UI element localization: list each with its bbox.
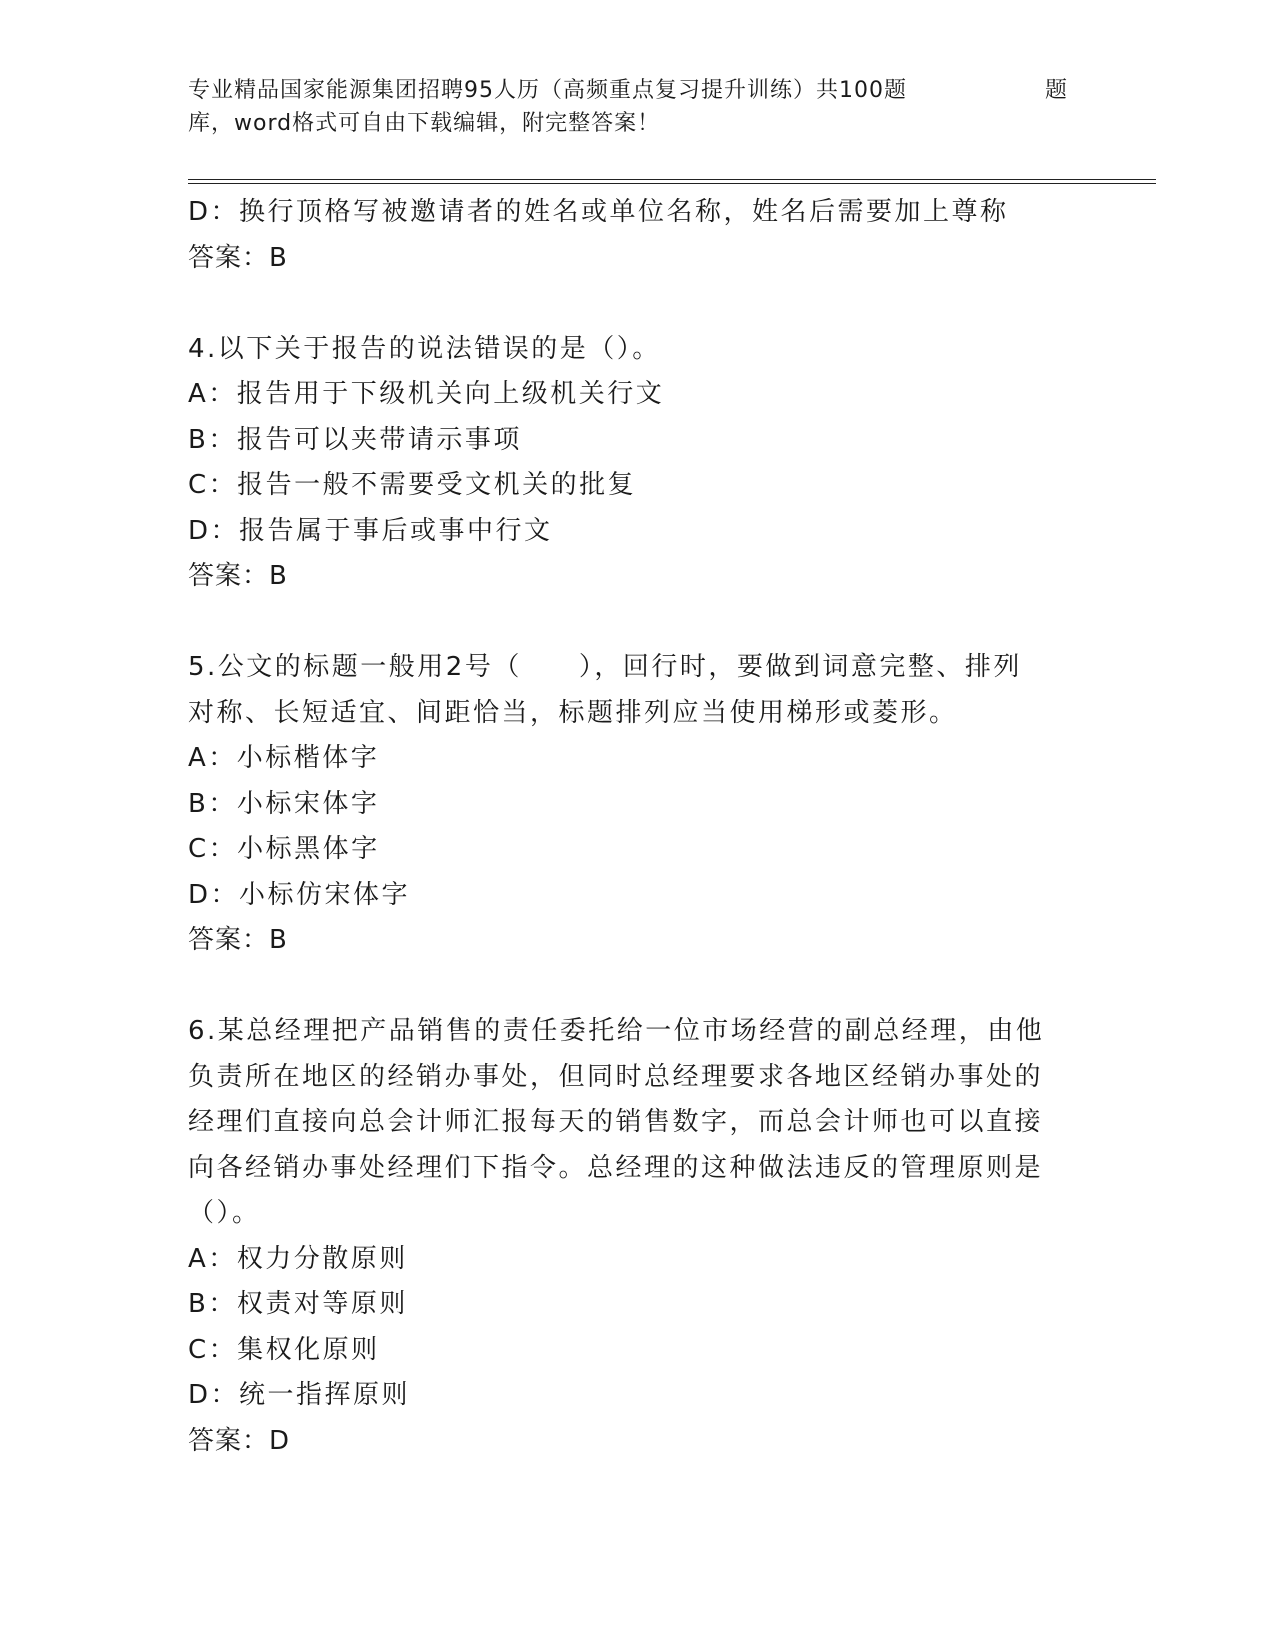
question-stem: （）。 <box>188 1198 261 1228</box>
option-b: B：报告可以夹带请示事项 <box>188 424 522 455</box>
option-c: C：集权化原则 <box>188 1334 380 1365</box>
header-tail-text: 题 <box>1045 78 1068 103</box>
question-5 <box>188 645 1068 964</box>
option-d: D：统一指挥原则 <box>188 1380 411 1410</box>
option-c: C：小标黑体字 <box>188 834 380 864</box>
header-divider-top <box>188 179 1156 180</box>
question-4 <box>188 327 1068 600</box>
option-b: B：小标宋体字 <box>188 788 380 819</box>
header-title-line-2: 库，word格式可自由下载编辑，附完整答案！ <box>188 111 661 136</box>
question-stem: 负责所在地区的经销办事处，但同时总经理要求各地区经销办事处的 <box>188 1061 1044 1092</box>
option-d: D：换行顶格写被邀请者的姓名或单位名称，姓名后需要加上尊称 <box>188 197 1009 227</box>
question-stem: 5.公文的标题一般用2号（ ），回行时，要做到词意完整、排列 <box>188 652 1022 682</box>
answer-line: 答案：B <box>188 242 288 273</box>
option-a: A：权力分散原则 <box>188 1243 408 1274</box>
previous-question-tail <box>188 190 1068 281</box>
answer-line: 答案：D <box>188 1425 291 1456</box>
question-stem: 4.以下关于报告的说法错误的是（）。 <box>188 333 661 364</box>
question-6 <box>188 1009 1068 1464</box>
question-stem: 向各经销办事处经理们下指令。总经理的这种做法违反的管理原则是 <box>188 1152 1044 1183</box>
document-body <box>188 190 1068 1464</box>
option-a: A：小标楷体字 <box>188 743 380 773</box>
header-title-line-1: 专业精品国家能源集团招聘95人历（高频重点复习提升训练）共100题 <box>188 78 907 103</box>
spacer <box>188 281 1068 327</box>
spacer <box>188 964 1068 1010</box>
option-b: B：权责对等原则 <box>188 1289 408 1319</box>
option-d: D：小标仿宋体字 <box>188 879 411 910</box>
spacer <box>188 600 1068 646</box>
option-c: C：报告一般不需要受文机关的批复 <box>188 470 637 500</box>
answer-line: 答案：B <box>188 925 288 955</box>
option-a: A：报告用于下级机关向上级机关行文 <box>188 379 665 409</box>
document-header <box>188 74 1108 140</box>
question-stem: 6.某总经理把产品销售的责任委托给一位市场经营的副总经理，由他 <box>188 1016 1045 1046</box>
answer-line: 答案：B <box>188 561 288 591</box>
question-stem: 对称、长短适宜、间距恰当，标题排列应当使用梯形或菱形。 <box>188 697 958 728</box>
header-divider-bottom <box>188 183 1156 184</box>
question-stem: 经理们直接向总会计师汇报每天的销售数字，而总会计师也可以直接 <box>188 1107 1044 1137</box>
option-d: D：报告属于事后或事中行文 <box>188 515 553 546</box>
